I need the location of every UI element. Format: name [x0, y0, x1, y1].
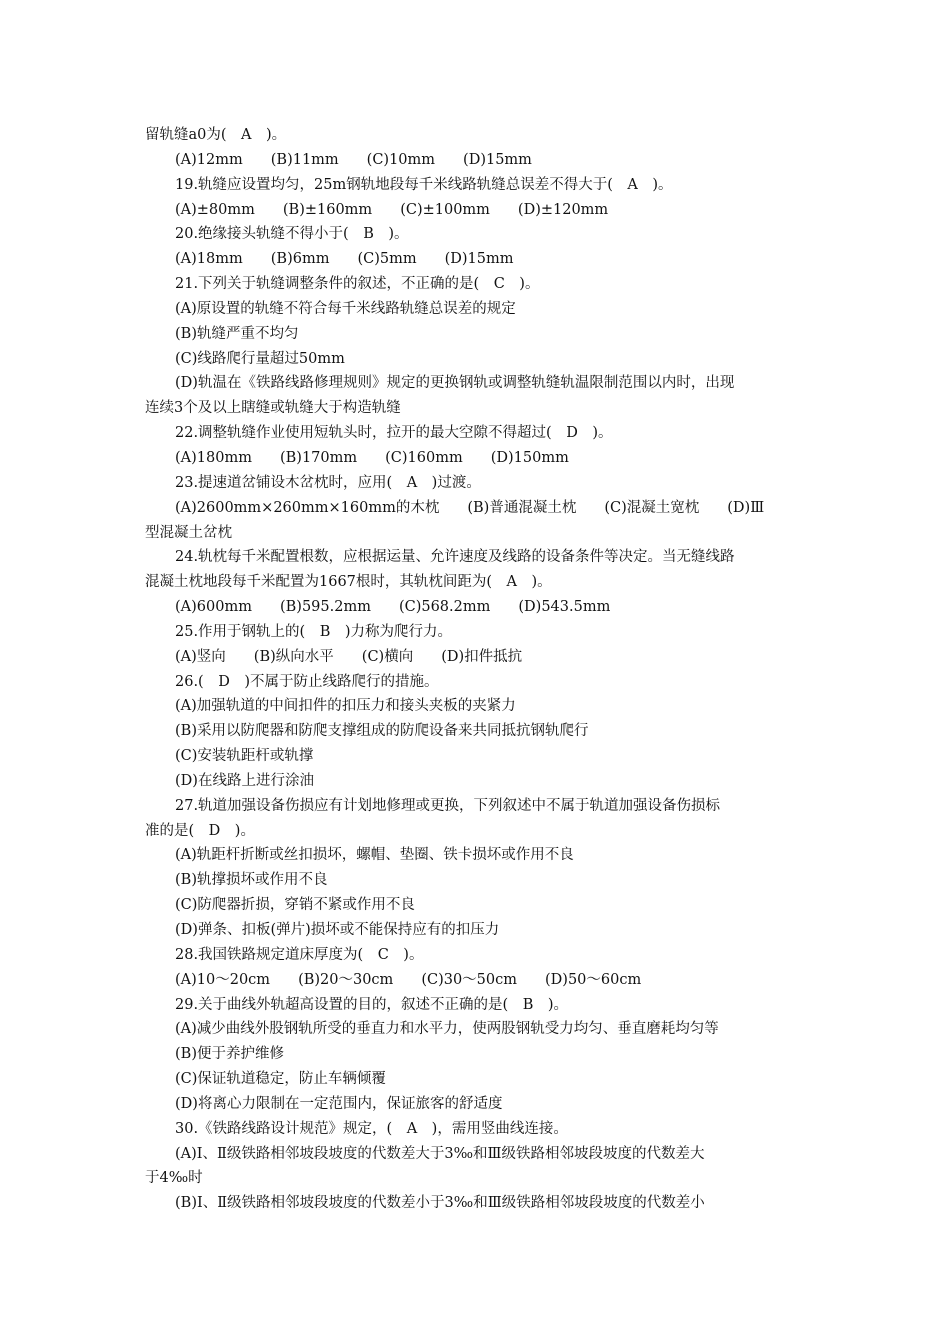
answer-option: (C)160mm — [385, 449, 463, 466]
answer-option: (C)30～50cm — [421, 971, 517, 988]
text-line: 23.提速道岔铺设木岔枕时，应用( A )过渡。 — [175, 474, 481, 491]
answer-options — [145, 198, 810, 223]
answer-options — [145, 968, 810, 993]
answer-option: (B)11mm — [270, 151, 339, 168]
text-line: 19.轨缝应设置均匀，25m钢轨地段每千米线路轨缝总误差不得大于( A )。 — [175, 176, 673, 193]
text-line: (C)线路爬行量超过50mm — [175, 350, 345, 367]
answer-option: (A)2600mm×260mm×160mm的木枕 — [175, 499, 440, 516]
answer-option: (D)15mm — [463, 151, 532, 168]
answer-option: (B)595.2mm — [279, 599, 371, 616]
answer-option: (B)±160mm — [282, 201, 373, 218]
answer-option: (A)12mm — [175, 151, 243, 168]
text-line: (D)将离心力限制在一定范围内，保证旅客的舒适度 — [175, 1095, 503, 1112]
text-line: (A)轨距杆折断或丝扣损坏，螺帽、垫圈、铁卡损坏或作用不良 — [175, 847, 574, 864]
text-line-continued: 型混凝土岔枕 — [145, 524, 232, 541]
text-line-continued: 混凝土枕地段每千米配置为1667根时，其轨枕间距为( A )。 — [145, 574, 552, 591]
answer-option: (A)10～20cm — [175, 971, 271, 988]
text-line: 26.( D )不属于防止线路爬行的措施。 — [175, 673, 439, 690]
answer-option: (C)568.2mm — [398, 599, 491, 616]
text-line: 28.我国铁路规定道床厚度为( C )。 — [175, 946, 424, 963]
answer-option: (D)15mm — [444, 251, 514, 268]
text-line: (A)加强轨道的中间扣件的扣压力和接头夹板的夹紧力 — [175, 698, 516, 715]
answer-option: (A)600mm — [175, 599, 252, 616]
text-line: (A)原设置的轨缝不符合每千米线路轨缝总误差的规定 — [175, 300, 516, 317]
answer-options — [145, 595, 810, 620]
text-line-continued: 准的是( D )。 — [145, 822, 255, 839]
answer-option: (A)18mm — [175, 251, 243, 268]
text-line: (C)安装轨距杆或轨撑 — [175, 748, 314, 765]
answer-option: (A)竖向 — [175, 648, 226, 665]
answer-options — [145, 496, 810, 521]
text-line: 21.下列关于轨缝调整条件的叙述，不正确的是( C )。 — [175, 276, 540, 293]
text-line-continued: 留轨缝a0为( A )。 — [145, 127, 287, 143]
answer-option: (B)170mm — [279, 449, 358, 466]
text-line-continued: 于4‰时 — [145, 1170, 203, 1187]
answer-option: (B)纵向水平 — [253, 648, 334, 665]
answer-option: (C)±100mm — [400, 201, 490, 218]
answer-option: (B)20～30cm — [298, 971, 394, 988]
text-line-continued: 连续3个及以上瞎缝或轨缝大于构造轨缝 — [145, 400, 401, 417]
answer-option: (D)50～60cm — [545, 971, 642, 988]
answer-option: (D)Ⅲ — [727, 499, 765, 516]
answer-options — [145, 247, 810, 272]
text-line: (B)采用以防爬器和防爬支撑组成的防爬设备来共同抵抗钢轨爬行 — [175, 723, 589, 740]
text-line: (C)防爬器折损，穿销不紧或作用不良 — [175, 897, 415, 914]
text-line: 30.《铁路线路设计规范》规定，( A )，需用竖曲线连接。 — [175, 1120, 568, 1137]
text-line: 20.绝缘接头轨缝不得小于( B )。 — [175, 226, 409, 243]
answer-option: (D)150mm — [490, 449, 569, 466]
answer-option: (C)横向 — [361, 648, 414, 665]
answer-option: (D)扣件抵抗 — [441, 648, 523, 665]
text-line: 22.调整轨缝作业使用短轨头时，拉开的最大空隙不得超过( D )。 — [175, 425, 613, 442]
answer-options — [145, 446, 810, 471]
text-line: 29.关于曲线外轨超高设置的目的，叙述不正确的是( B )。 — [175, 996, 569, 1013]
text-line: (D)轨温在《铁路线路修理规则》规定的更换钢轨或调整轨缝轨温限制范围以内时，出现 — [175, 375, 735, 392]
text-body — [145, 123, 810, 1216]
answer-option: (C)10mm — [366, 151, 436, 168]
text-line: (D)弹条、扣板(弹片)损坏或不能保持应有的扣压力 — [175, 922, 500, 938]
answer-option: (B)6mm — [270, 251, 330, 268]
text-line: (C)保证轨道稳定，防止车辆倾覆 — [175, 1071, 386, 1088]
answer-options — [145, 645, 810, 670]
text-line: (A)减少曲线外股钢轨所受的垂直力和水平力，使两股钢轨受力均匀、垂直磨耗均匀等 — [175, 1021, 719, 1038]
text-line: (B)便于养护维修 — [175, 1046, 284, 1063]
answer-option: (B)普通混凝土枕 — [467, 499, 577, 516]
text-line: 27.轨道加强设备伤损应有计划地修理或更换，下列叙述中不属于轨道加强设备伤损标 — [175, 797, 721, 814]
answer-option: (D)543.5mm — [518, 599, 611, 616]
text-line: (D)在线路上进行涂油 — [175, 772, 314, 789]
answer-option: (C)5mm — [357, 251, 417, 268]
answer-option: (C)混凝土宽枕 — [604, 499, 700, 516]
text-line: 24.轨枕每千米配置根数，应根据运量、允许速度及线路的设备条件等决定。当无缝线路 — [175, 549, 735, 566]
text-line: 25.作用于钢轨上的( B )力称为爬行力。 — [175, 623, 453, 640]
answer-option: (A)±80mm — [175, 201, 255, 218]
answer-options — [145, 148, 810, 173]
text-line: (B)轨撑损坏或作用不良 — [175, 872, 328, 889]
answer-option: (D)±120mm — [517, 201, 609, 218]
answer-option: (A)180mm — [175, 449, 252, 466]
text-line: (B)轨缝严重不均匀 — [175, 325, 299, 342]
text-line: (A)Ⅰ、Ⅱ级铁路相邻坡段坡度的代数差大于3‰和Ⅲ级铁路相邻坡段坡度的代数差大 — [175, 1145, 705, 1162]
text-line: (B)Ⅰ、Ⅱ级铁路相邻坡段坡度的代数差小于3‰和Ⅲ级铁路相邻坡段坡度的代数差小 — [175, 1195, 705, 1212]
